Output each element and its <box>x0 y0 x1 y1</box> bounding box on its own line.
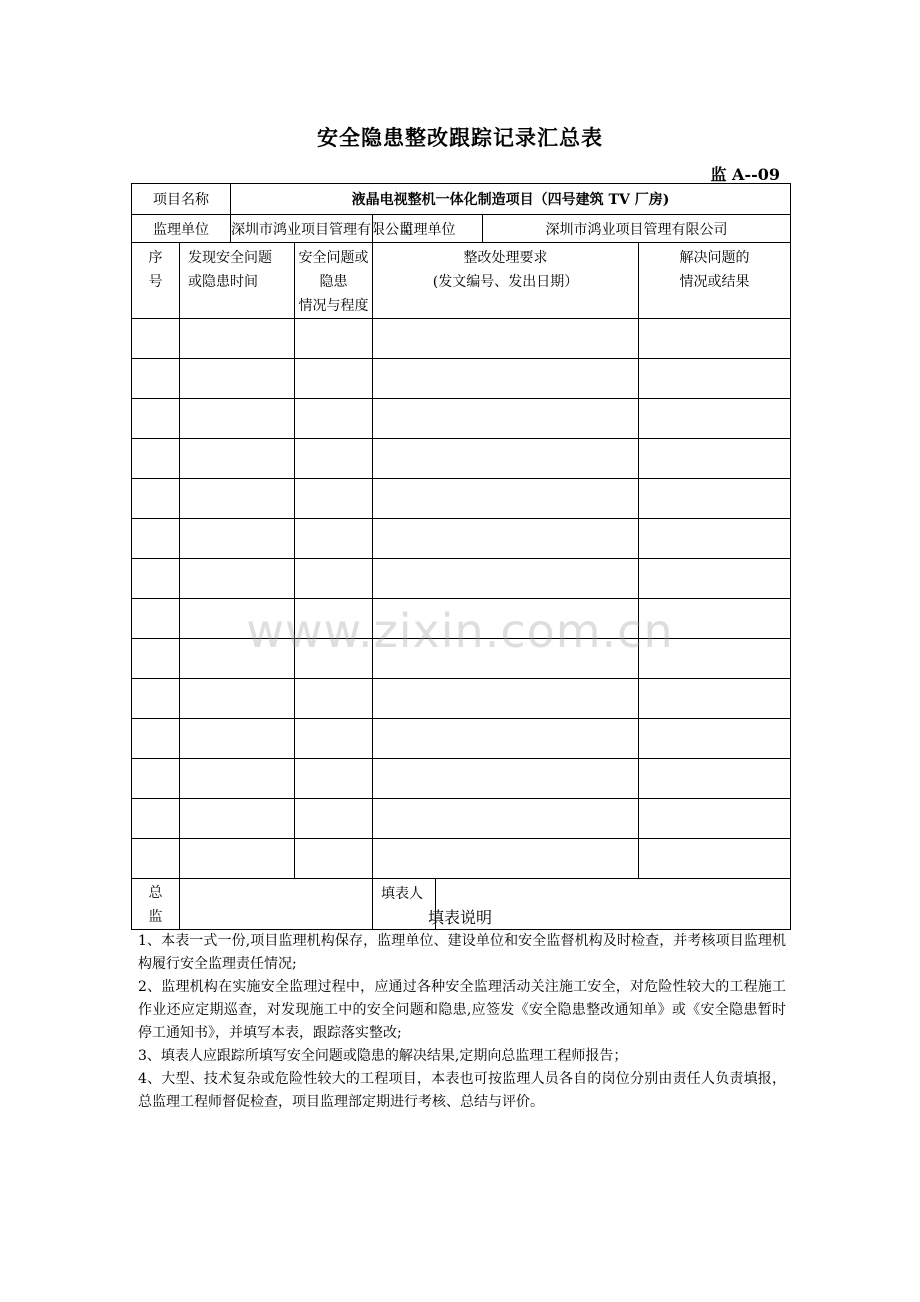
cell-time[interactable] <box>180 399 295 439</box>
cell-issue[interactable] <box>295 519 373 559</box>
col-requirement-line2: (发文编号、发出日期） <box>432 274 579 290</box>
notes <box>138 930 786 1114</box>
cell-result[interactable] <box>639 799 791 839</box>
cell-time[interactable] <box>180 679 295 719</box>
cell-requirement[interactable] <box>373 519 639 559</box>
table-row <box>132 799 791 839</box>
cell-seq[interactable] <box>132 359 180 399</box>
cell-requirement[interactable] <box>373 719 639 759</box>
cell-seq[interactable] <box>132 839 180 879</box>
project-value: 液晶电视整机一体化制造项目（四号建筑 TV 厂房) <box>231 184 791 215</box>
cell-seq[interactable] <box>132 799 180 839</box>
chief-label-line2: 监 <box>148 909 163 925</box>
watermark: www.zixin.com.cn <box>246 604 674 658</box>
table-row <box>132 559 791 599</box>
cell-issue[interactable] <box>295 839 373 879</box>
table-row <box>132 759 791 799</box>
note-item-2: 2、监理机构在实施安全监理过程中，应通过各种安全监理活动关注施工安全，对危险性较大的工程施工作业还应定期巡查，对发现施工中的安全问题和隐患,应签发《安全隐患整改通知单》或《安全隐患暂时停工通知书》，并填写本表，跟踪落实整改; <box>138 979 786 1041</box>
col-issue-line2: 情况与程度 <box>298 298 369 314</box>
table-row <box>132 679 791 719</box>
cell-result[interactable] <box>639 839 791 879</box>
note-item-4: 4、大型、技术复杂或危险性较大的工程项目，本表也可按监理人员各自的岗位分别由责任人负责填报，总监理工程师督促检查，项目监理部定期进行考核、总结与评价。 <box>138 1071 786 1110</box>
table-row <box>132 599 791 639</box>
cell-issue[interactable] <box>295 799 373 839</box>
cell-issue[interactable] <box>295 479 373 519</box>
tracking-table <box>131 183 791 930</box>
cell-time[interactable] <box>180 839 295 879</box>
cell-time[interactable] <box>180 319 295 359</box>
cell-requirement[interactable] <box>373 839 639 879</box>
cell-seq[interactable] <box>132 599 180 639</box>
project-row <box>132 184 791 215</box>
page-title: 安全隐患整改跟踪记录汇总表 <box>317 125 603 150</box>
col-result <box>639 243 791 319</box>
cell-requirement[interactable] <box>373 479 639 519</box>
cell-seq[interactable] <box>132 559 180 599</box>
col-issue-line1: 安全问题或隐患 <box>298 250 369 290</box>
cell-requirement[interactable] <box>373 799 639 839</box>
col-requirement-line1: 整改处理要求 <box>463 250 548 266</box>
cell-seq[interactable] <box>132 479 180 519</box>
cell-time[interactable] <box>180 759 295 799</box>
cell-requirement[interactable] <box>373 399 639 439</box>
cell-issue[interactable] <box>295 599 373 639</box>
cell-time[interactable] <box>180 639 295 679</box>
table-row <box>132 639 791 679</box>
cell-issue[interactable] <box>295 399 373 439</box>
cell-result[interactable] <box>639 519 791 559</box>
cell-seq[interactable] <box>132 319 180 359</box>
cell-requirement[interactable] <box>373 359 639 399</box>
supervisor-row <box>132 215 791 243</box>
cell-result[interactable] <box>639 759 791 799</box>
col-seq <box>132 243 180 319</box>
cell-seq[interactable] <box>132 399 180 439</box>
cell-result[interactable] <box>639 319 791 359</box>
note-item-1: 1、本表一式一份,项目监理机构保存，监理单位、建设单位和安全监督机构及时检查，并考核项目监理机构履行安全监理责任情况; <box>138 933 786 972</box>
cell-issue[interactable] <box>295 679 373 719</box>
cell-requirement[interactable] <box>373 559 639 599</box>
project-label: 项目名称 <box>132 184 231 215</box>
cell-issue[interactable] <box>295 719 373 759</box>
cell-issue[interactable] <box>295 559 373 599</box>
cell-requirement[interactable] <box>373 639 639 679</box>
col-time <box>180 243 295 319</box>
cell-time[interactable] <box>180 559 295 599</box>
cell-result[interactable] <box>639 719 791 759</box>
table-row <box>132 519 791 559</box>
cell-result[interactable] <box>639 479 791 519</box>
cell-issue[interactable] <box>295 759 373 799</box>
cell-issue[interactable] <box>295 319 373 359</box>
cell-result[interactable] <box>639 599 791 639</box>
cell-seq[interactable] <box>132 679 180 719</box>
table-row <box>132 439 791 479</box>
cell-time[interactable] <box>180 439 295 479</box>
supervisor-value-1: 深圳市鸿业项目管理有限公司 <box>231 215 373 243</box>
notes-title: 填表说明 <box>427 908 492 927</box>
cell-result[interactable] <box>639 439 791 479</box>
cell-time[interactable] <box>180 479 295 519</box>
supervisor-label-1: 监理单位 <box>132 215 231 243</box>
cell-seq[interactable] <box>132 719 180 759</box>
col-requirement <box>373 243 639 319</box>
supervisor-value-2: 深圳市鸿业项目管理有限公司 <box>483 215 791 243</box>
note-item-3: 3、填表人应跟踪所填写安全问题或隐患的解决结果,定期向总监理工程师报告； <box>138 1048 628 1064</box>
cell-result[interactable] <box>639 559 791 599</box>
table-row <box>132 399 791 439</box>
col-time-line2: 或隐患时间 <box>188 274 258 290</box>
cell-requirement[interactable] <box>373 759 639 799</box>
filler-label: 填表人 <box>373 879 436 930</box>
cell-time[interactable] <box>180 359 295 399</box>
cell-seq[interactable] <box>132 439 180 479</box>
table-row <box>132 839 791 879</box>
table-row <box>132 319 791 359</box>
cell-issue[interactable] <box>295 359 373 399</box>
cell-result[interactable] <box>639 399 791 439</box>
cell-requirement[interactable] <box>373 599 639 639</box>
col-issue <box>295 243 373 319</box>
col-seq-line2: 号 <box>148 274 163 290</box>
cell-issue[interactable] <box>295 439 373 479</box>
col-result-line1: 解决问题的 <box>679 250 750 266</box>
cell-requirement[interactable] <box>373 679 639 719</box>
cell-time[interactable] <box>180 799 295 839</box>
cell-seq[interactable] <box>132 759 180 799</box>
cell-result[interactable] <box>639 679 791 719</box>
cell-time[interactable] <box>180 719 295 759</box>
cell-time[interactable] <box>180 519 295 559</box>
supervisor-label-2: 监理单位 <box>373 215 483 243</box>
cell-seq[interactable] <box>132 639 180 679</box>
cell-seq[interactable] <box>132 519 180 559</box>
cell-requirement[interactable] <box>373 319 639 359</box>
form-code: 监 A--09 <box>710 165 780 184</box>
chief-label-line1: 总 <box>148 885 163 901</box>
col-seq-line1: 序 <box>148 250 163 266</box>
col-result-line2: 情况或结果 <box>679 274 750 290</box>
cell-result[interactable] <box>639 359 791 399</box>
column-header-row <box>132 243 791 319</box>
table-row <box>132 719 791 759</box>
cell-requirement[interactable] <box>373 439 639 479</box>
table-row <box>132 479 791 519</box>
cell-issue[interactable] <box>295 639 373 679</box>
cell-result[interactable] <box>639 639 791 679</box>
cell-time[interactable] <box>180 599 295 639</box>
data-rows <box>132 319 791 879</box>
table-row <box>132 359 791 399</box>
col-time-line1: 发现安全问题 <box>188 250 272 266</box>
